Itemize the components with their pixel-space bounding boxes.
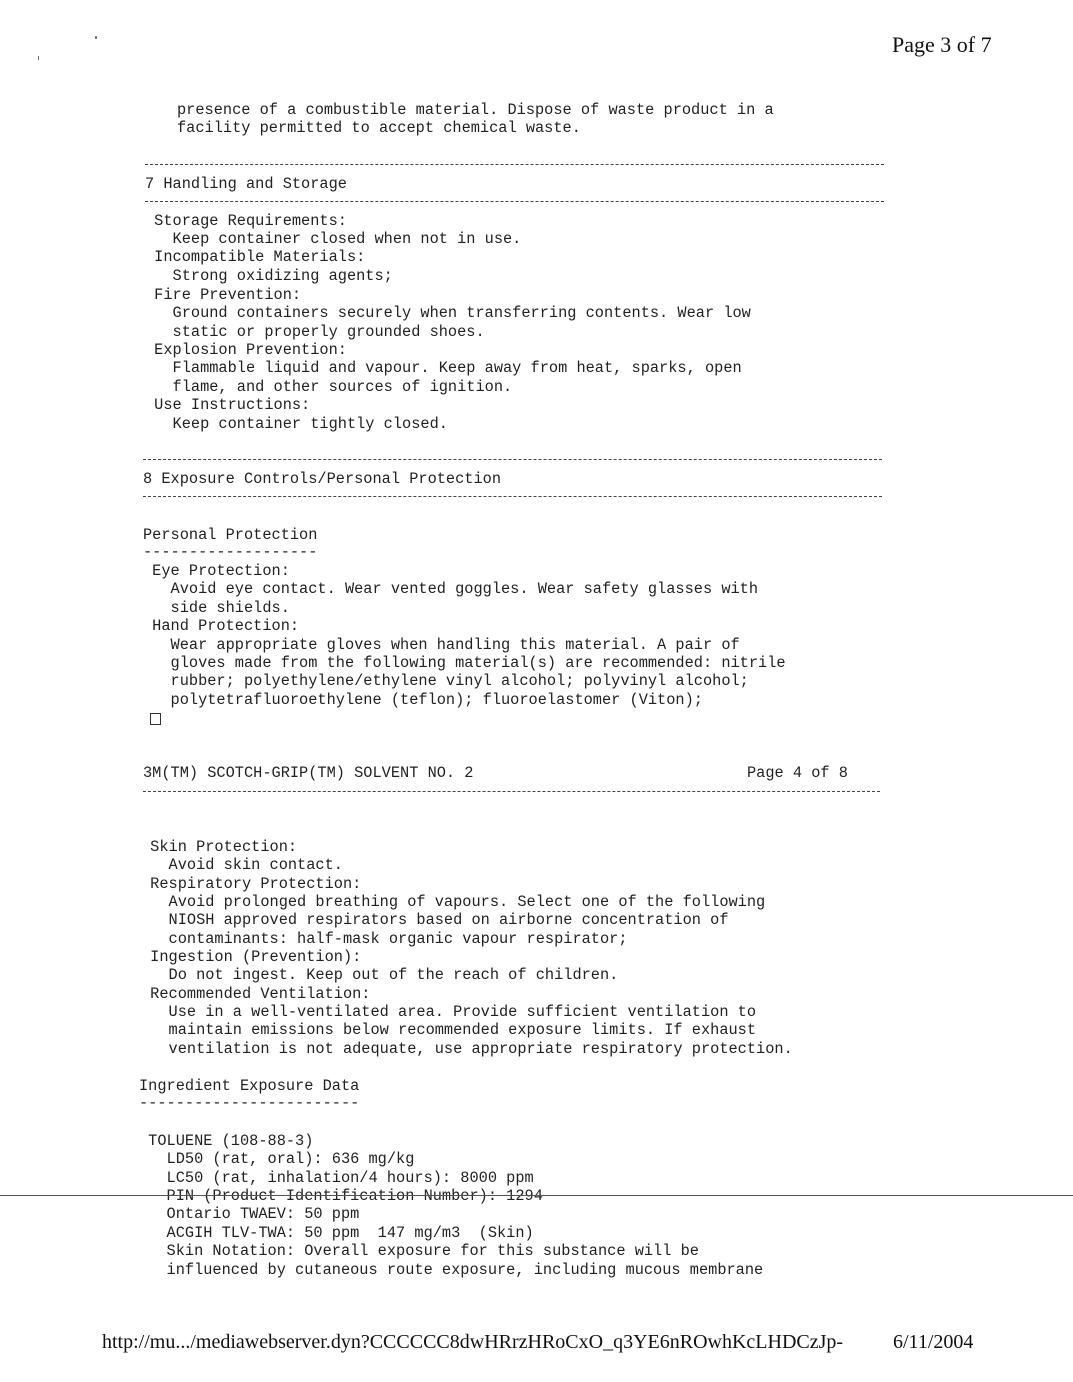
ingredient-line-struck: PIN (Product Identification Number): 1294 [139,1187,543,1205]
section-8-line: Wear appropriate gloves when handling this material. A pair of [143,636,740,654]
ingredient-line: LD50 (rat, oral): 636 mg/kg [139,1150,415,1168]
checkbox-glyph [150,713,161,725]
section-7-title: 7 Handling and Storage [145,175,347,193]
ingredient-line: TOLUENE (108-88-3) [139,1132,314,1150]
section-7-line: Flammable liquid and vapour. Keep away from heat, sparks, open [145,359,742,377]
section-8-line: gloves made from the following material(s) are recommended: nitrile [143,654,786,672]
ingredient-line: Skin Notation: Overall exposure for this substance will be [139,1242,699,1260]
intro-line: facility permitted to accept chemical waste. [177,119,581,137]
protection-line: NIOSH approved respirators based on airborne concentration of [141,911,729,929]
ingredient-line: LC50 (rat, inhalation/4 hours): 8000 ppm [139,1169,534,1187]
protection-line: Skin Protection: [141,838,298,856]
section-8-line: polytetrafluoroethylene (teflon); fluoroelastomer (Viton); [143,691,703,709]
inner-page-number: Page 4 of 8 [747,764,848,782]
section-7-line: Fire Prevention: [145,286,302,304]
page-break-line [0,1195,1073,1196]
section-8-line: rubber; polyethylene/ethylene vinyl alcohol; polyvinyl alcohol; [143,672,749,690]
ingredient-line: ACGIH TLV-TWA: 50 ppm 147 mg/m3 (Skin) [139,1224,534,1242]
scan-speck [38,56,39,60]
protection-line: Use in a well-ventilated area. Provide sufficient ventilation to [141,1003,757,1021]
section-7-line: Explosion Prevention: [145,341,347,359]
section-7-line: Keep container tightly closed. [145,415,448,433]
protection-line: maintain emissions below recommended exposure limits. If exhaust [141,1021,757,1039]
section-7-line: flame, and other sources of ignition. [145,378,513,396]
footer-url: http://mu.../mediawebserver.dyn?CCCCCC8dwHRrzHRoCxO_q3YE6nROwhKcLHDCzJp- [102,1331,844,1353]
section-7-line: Storage Requirements: [145,212,347,230]
ingredient-line: influenced by cutaneous route exposure, including mucous membrane [139,1261,764,1279]
section-7-line: static or properly grounded shoes. [145,323,485,341]
footer-date: 6/11/2004 [893,1331,974,1353]
product-name: 3M(TM) SCOTCH-GRIP(TM) SOLVENT NO. 2 [143,764,474,782]
protection-line: Avoid skin contact. [141,856,343,874]
protection-line: contaminants: half-mask organic vapour respirator; [141,930,628,948]
section-7-line: Use Instructions: [145,396,311,414]
protection-line: Ingestion (Prevention): [141,948,362,966]
section-7-line: Ground containers securely when transferring contents. Wear low [145,304,751,322]
section-8-line: Avoid eye contact. Wear vented goggles. Wear safety glasses with [143,580,759,598]
protection-line: Avoid prolonged breathing of vapours. Select one of the following [141,893,766,911]
personal-protection-underline: ------------------- [143,543,318,561]
section-7-line: Keep container closed when not in use. [145,230,522,248]
section-8-line: side shields. [143,599,290,617]
section-rule [145,164,884,165]
scan-speck [95,36,97,39]
protection-line: Do not ingest. Keep out of the reach of children. [141,966,619,984]
ingredient-underline: ------------------------ [139,1094,360,1112]
personal-protection-heading: Personal Protection [143,526,318,544]
protection-line: ventilation is not adequate, use appropriate respiratory protection. [141,1040,793,1058]
page-number: Page 3 of 7 [892,32,992,57]
section-rule [143,459,882,460]
section-8-title: 8 Exposure Controls/Personal Protection [143,470,502,488]
section-8-line: Hand Protection: [143,617,300,635]
section-8-line: Eye Protection: [143,562,290,580]
section-rule [145,201,884,202]
protection-line: Recommended Ventilation: [141,985,371,1003]
intro-line: presence of a combustible material. Dispose of waste product in a [177,101,774,119]
protection-line: Respiratory Protection: [141,875,362,893]
section-7-line: Strong oxidizing agents; [145,267,393,285]
ingredient-line: Ontario TWAEV: 50 ppm [139,1205,360,1223]
section-7-line: Incompatible Materials: [145,248,366,266]
header-rule [143,791,880,792]
section-rule [143,496,882,497]
ingredient-heading: Ingredient Exposure Data [139,1077,360,1095]
